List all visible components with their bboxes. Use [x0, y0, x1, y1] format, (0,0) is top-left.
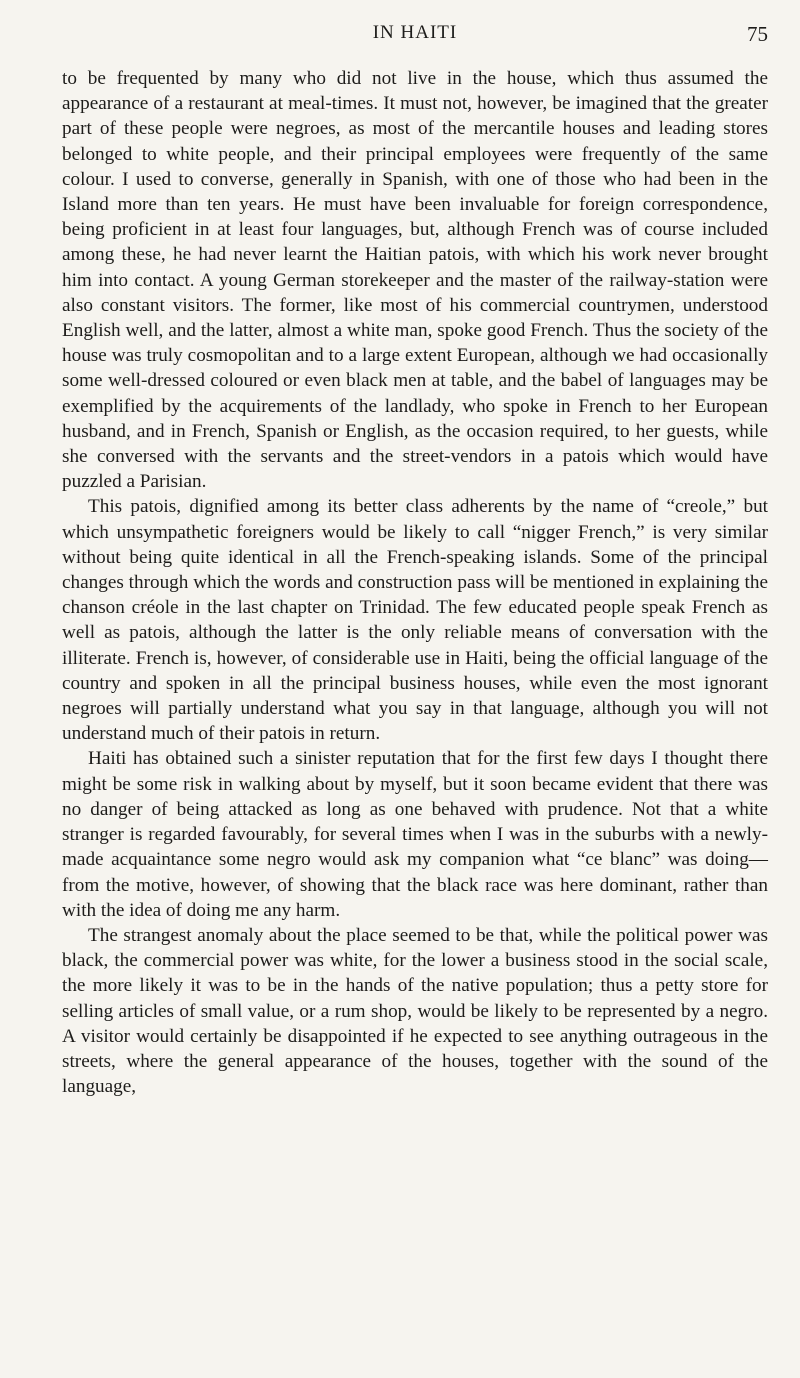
body-text [62, 66, 768, 1099]
paragraph-3: Haiti has obtained such a sinister reputation that for the first few days I thought there might be some risk in walking about by myself, but it soon became evident that there was no danger of being attacked as long as one behaved with prudence. Not that a white stranger is regarded favourably, for several times when I was in the suburbs with a newly-made acquaintance some negro would ask my companion what “ce blanc” was doing—from the motive, however, of showing that the black race was here dominant, rather than with the idea of doing me any harm. [62, 748, 768, 921]
paragraph-2: This patois, dignified among its better class adherents by the name of “creole,” but which unsympathetic foreigners would be likely to call “nigger French,” is very similar without being quite identical in all the French-speaking islands. Some of the principal changes through which the words and construction pass will be mentioned in explaining the chanson créole in the last chapter on Trinidad. The few educated people speak French as well as patois, although the latter is the only reliable means of conversation with the illiterate. French is, however, of considerable use in Haiti, being the official language of the country and spoken in all the principal business houses, while even the most ignorant negroes will partially understand what you say in that language, although you will not understand much of their patois in return. [62, 496, 768, 745]
paragraph-1: to be frequented by many who did not live in the house, which thus assumed the appearance of a restaurant at meal-times. It must not, however, be imagined that the greater part of these people were negroes, as most of the mercantile houses and leading stores belonged to white people, and their principal employees were frequently of the same colour. I used to converse, generally in Spanish, with one of those who had been in the Island more than ten years. He must have been invaluable for foreign correspondence, being proficient in at least four languages, but, although French was of course included among these, he had never learnt the Haitian patois, with which his work never brought him into contact. A young German storekeeper and the master of the railway-station were also constant visitors. The former, like most of his commercial countrymen, understood English well, and the latter, almost a white man, spoke good French. Thus the society of the house was truly cosmopolitan and to a large extent European, although we had occasionally some well-dressed coloured or even black men at table, and the babel of languages may be exemplified by the acquirements of the landlady, who spoke in French to her European husband, and in French, Spanish or English, as the occasion required, to her guests, while she conversed with the servants and the street-vendors in a patois which would have puzzled a Parisian. [62, 68, 768, 493]
running-head [62, 22, 768, 54]
page-number: 75 [747, 22, 768, 46]
book-page [62, 22, 768, 1099]
running-title: IN HAITI [372, 22, 458, 43]
paragraph-4: The strangest anomaly about the place seemed to be that, while the political power was black, the commercial power was white, for the lower a business stood in the social scale, the more likely it was to be in the hands of the native population; thus a petty store for selling articles of small value, or a rum shop, would be likely to be represented by a negro. A visitor would certainly be disappointed if he expected to see anything outrageous in the streets, where the general appearance of the houses, together with the sound of the language, [62, 924, 768, 1098]
